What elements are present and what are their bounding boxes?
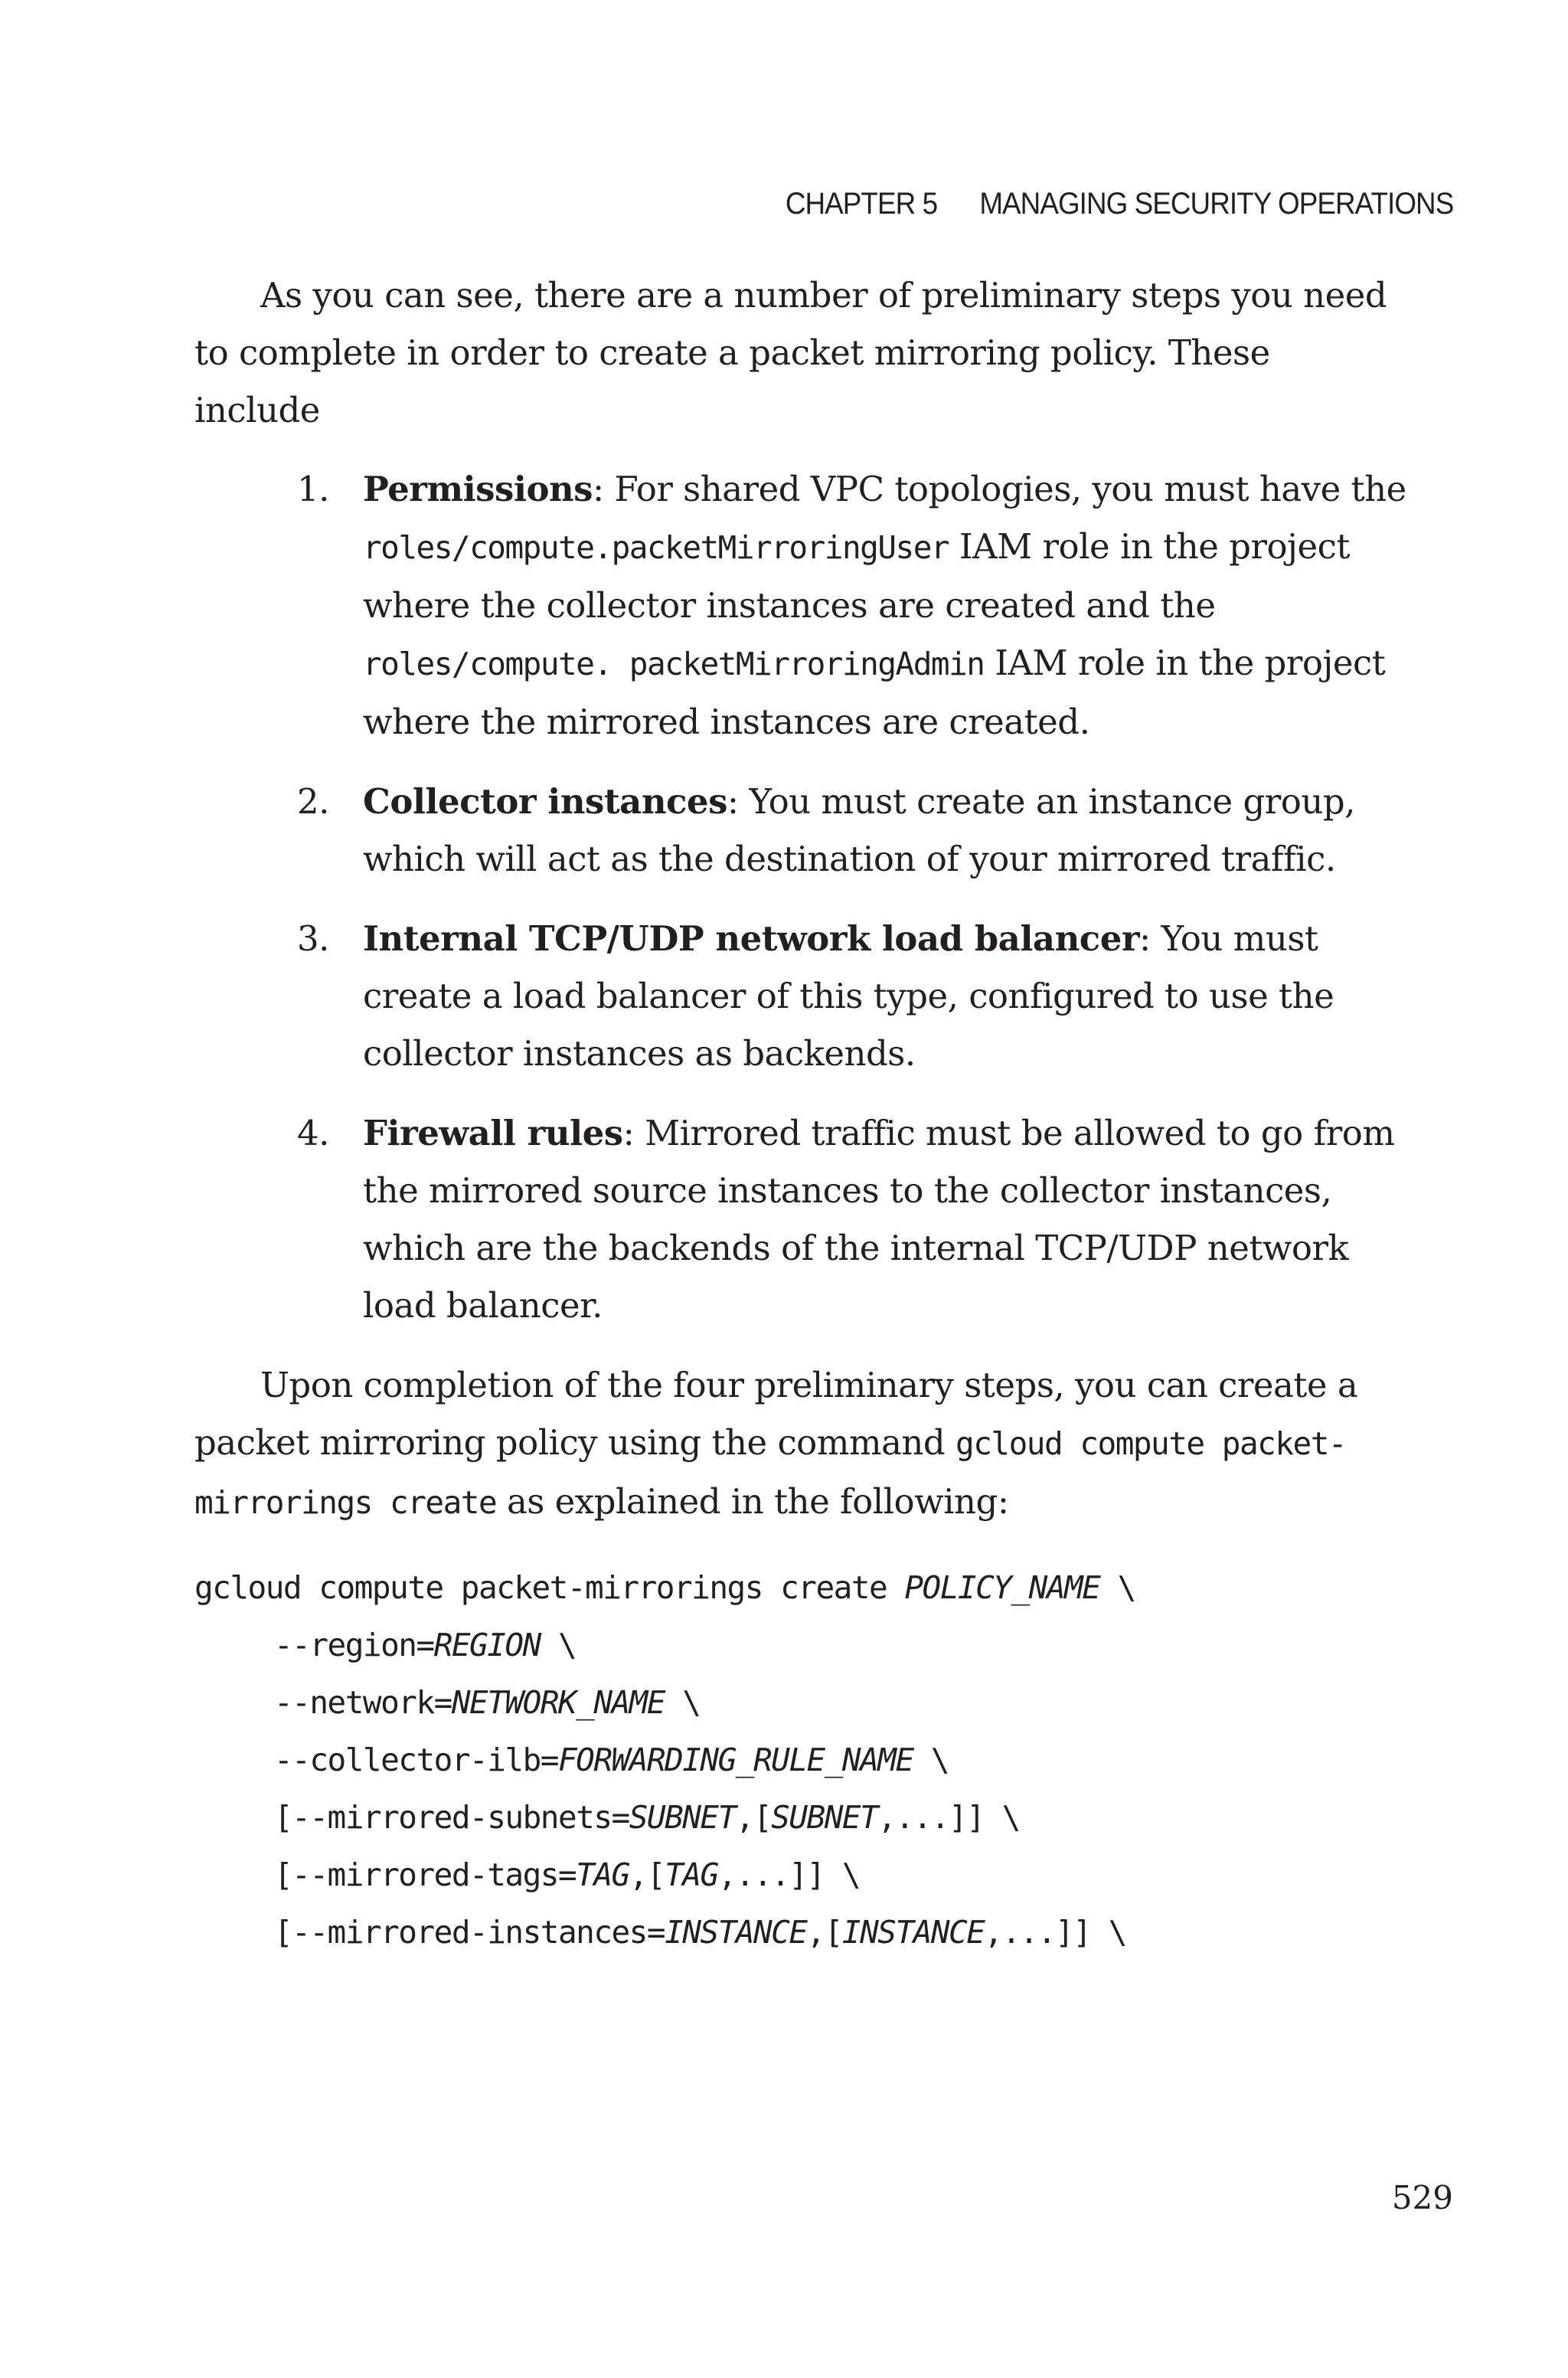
inline-code: roles/compute.packetMirroringUser [363,529,949,566]
list-item [194,910,1427,1082]
step-number: 3. [297,918,329,959]
step-text: : You must create an instance group, which will act as the destination of your mirrored traffic. [363,781,1355,879]
closing-paragraph [194,1356,1404,1532]
code-block [194,1559,1404,1961]
code-line: --network=NETWORK_NAME \ [274,1684,701,1721]
step-text: : You must create a load balancer of this type, configured to use the collector instances as backends. [363,918,1334,1074]
step-term: Permissions [363,469,593,509]
closing-text: Upon completion of the four preliminary steps, you can create a packet mirroring policy using the command [194,1365,1358,1463]
list-item [194,773,1427,888]
step-term: Internal TCP/UDP network load balancer [363,918,1140,959]
code-line: [--mirrored-instances=INSTANCE,[INSTANCE,...]] \ [274,1914,1126,1951]
inline-code: roles/compute. packetMirroringAdmin [363,646,985,682]
preliminary-steps-list [194,460,1404,1334]
code-line: [--mirrored-tags=TAG,[TAG,...]] \ [274,1856,861,1893]
step-number: 1. [297,469,329,509]
page-number: 529 [1391,2179,1453,2216]
page-body [194,267,1404,1961]
chapter-title: MANAGING SECURITY OPERATIONS [978,187,1453,221]
code-line: --collector-ilb=FORWARDING_RULE_NAME \ [274,1742,949,1778]
code-line: gcloud compute packet-mirrorings create POLICY_NAME \ [194,1569,1135,1606]
step-text: IAM role in the project where the collector instances are created and the [363,526,1350,626]
list-item [194,1104,1427,1334]
code-line: [--mirrored-subnets=SUBNET,[SUBNET,...]] \ [274,1799,1020,1836]
chapter-number: CHAPTER 5 [785,187,937,221]
running-header [786,187,1453,221]
list-item [194,460,1427,751]
step-text: : Mirrored traffic must be allowed to go from the mirrored source instances to the collector instances, which are the backends of the internal TCP/UDP network load balancer. [363,1113,1395,1326]
step-term: Collector instances [363,781,727,822]
closing-text: as explained in the following: [496,1481,1009,1522]
intro-paragraph: As you can see, there are a number of preliminary steps you need to complete in order to create a packet mirroring policy. These include [194,275,1387,430]
code-line: --region=REGION \ [274,1627,577,1663]
step-text: : For shared VPC topologies, you must have the [593,469,1406,509]
step-number: 2. [297,781,329,822]
step-term: Firewall rules [363,1113,623,1153]
step-text: IAM role in the project where the mirrored instances are created. [363,643,1386,742]
inline-command: gcloud compute packet-mirrorings create [194,1425,1347,1521]
step-number: 4. [297,1113,329,1153]
